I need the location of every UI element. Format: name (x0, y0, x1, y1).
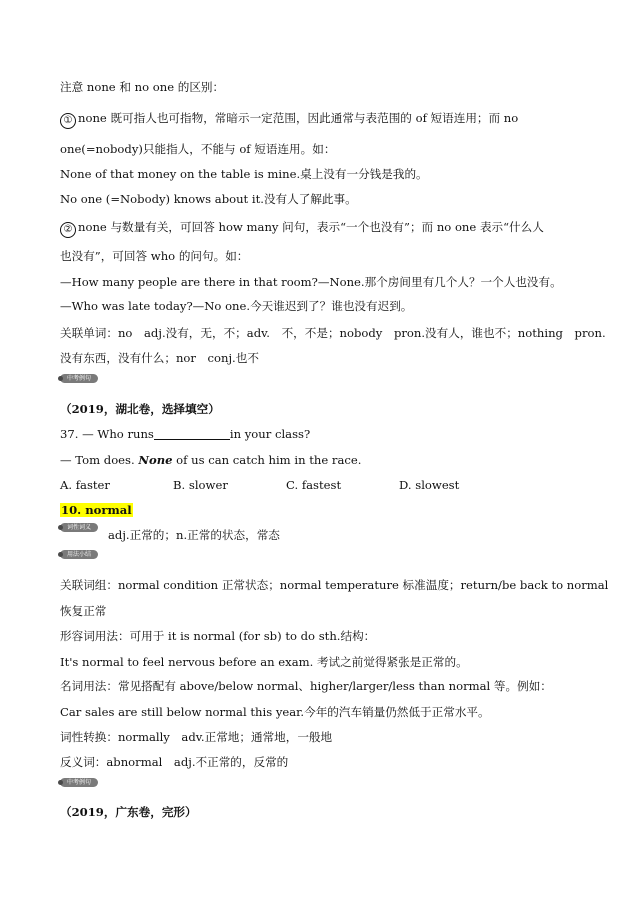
dialogue-who: —Who was late today?—No one.今天谁迟到了？谁也没有迟到。 (60, 299, 413, 313)
related-words: 关联单词：no adj.没有，无，不；adv. 不，不是；nobody pron.没有人，谁也不；nothing pron. (60, 326, 606, 340)
circled-number-one: ① (60, 113, 76, 129)
exam-example-badge: 中考例句 (60, 374, 98, 383)
normal-antonym: 反义词：abnormal adj.不正常的，反常的 (60, 755, 289, 769)
normal-meaning: adj.正常的；n.正常的状态，常态 (108, 528, 280, 542)
example-none: None of that money on the table is mine.桌上没有一分钱是我的。 (60, 167, 428, 181)
rule-one-text: none 既可指人也可指物，常暗示一定范围，因此通常与表范围的 of 短语连用；而 no (78, 111, 519, 125)
rule-two-line (60, 219, 600, 238)
question-context (60, 452, 600, 468)
example-no-one: No one (=Nobody) knows about it.没有人了解此事。 (60, 192, 357, 206)
normal-noun-example: Car sales are still below normal this year.今年的汽车销量仍然低于正常水平。 (60, 705, 490, 719)
question-text-after: in your class? (229, 427, 311, 441)
normal-adjective-example: It's normal to feel nervous before an exam. 考试之前觉得紧张是正常的。 (60, 655, 468, 669)
context-after: of us can catch him in the race. (172, 453, 362, 467)
context-before: — Tom does. (60, 453, 139, 467)
emphasized-none: None (138, 453, 173, 467)
answer-blank (154, 427, 230, 440)
rule-two-text: none 与数量有关，可回答 how many 问句，表示“一个也没有”；而 no one 表示“什么人 (78, 220, 544, 234)
entry-heading-normal: 10. normal (61, 503, 132, 517)
option-c: C. fastest (286, 478, 342, 492)
exam-source-guangdong: （2019，广东卷，完形） (60, 805, 197, 819)
rule-one-continued: one(=nobody)只能指人，不能与 of 短语连用。如： (60, 142, 336, 156)
intro-line: 注意 none 和 no one 的区别： (60, 80, 225, 94)
rule-two-continued: 也没有”，可回答 who 的问句。如： (60, 249, 249, 263)
option-a: A. faster (60, 478, 110, 492)
normal-word-conversion: 词性转换：normally adv.正常地；通常地，一般地 (60, 730, 333, 744)
normal-phrases-continued: 恢复正常 (60, 604, 107, 618)
rule-one-line (60, 110, 600, 129)
question-37 (60, 426, 600, 442)
exam-example-badge-2: 中考例句 (60, 778, 98, 787)
exam-source-hubei: （2019，湖北卷，选择填空） (60, 402, 220, 416)
usage-summary-badge: 用法小结 (60, 550, 98, 559)
entry-heading-line (60, 502, 600, 518)
dialogue-how-many: —How many people are there in that room?—None.那个房间里有几个人？一个人也没有。 (60, 275, 562, 289)
related-words-continued: 没有东西，没有什么；nor conj.也不 (60, 351, 259, 365)
normal-phrases: 关联词组：normal condition 正常状态；normal temperature 标准温度；return/be back to normal (60, 578, 609, 592)
question-text-before: 37. — Who runs (60, 427, 154, 441)
normal-adjective-usage: 形容词用法：可用于 it is normal (for sb) to do sth.结构： (60, 629, 376, 643)
answer-options (60, 477, 600, 493)
option-b: B. slower (173, 478, 228, 492)
normal-noun-usage: 名词用法：常见搭配有 above/below normal、higher/larger/less than normal 等。例如： (60, 679, 552, 693)
part-of-speech-badge: 词性词义 (60, 523, 98, 532)
circled-number-two: ② (60, 222, 76, 238)
option-d: D. slowest (399, 478, 460, 492)
